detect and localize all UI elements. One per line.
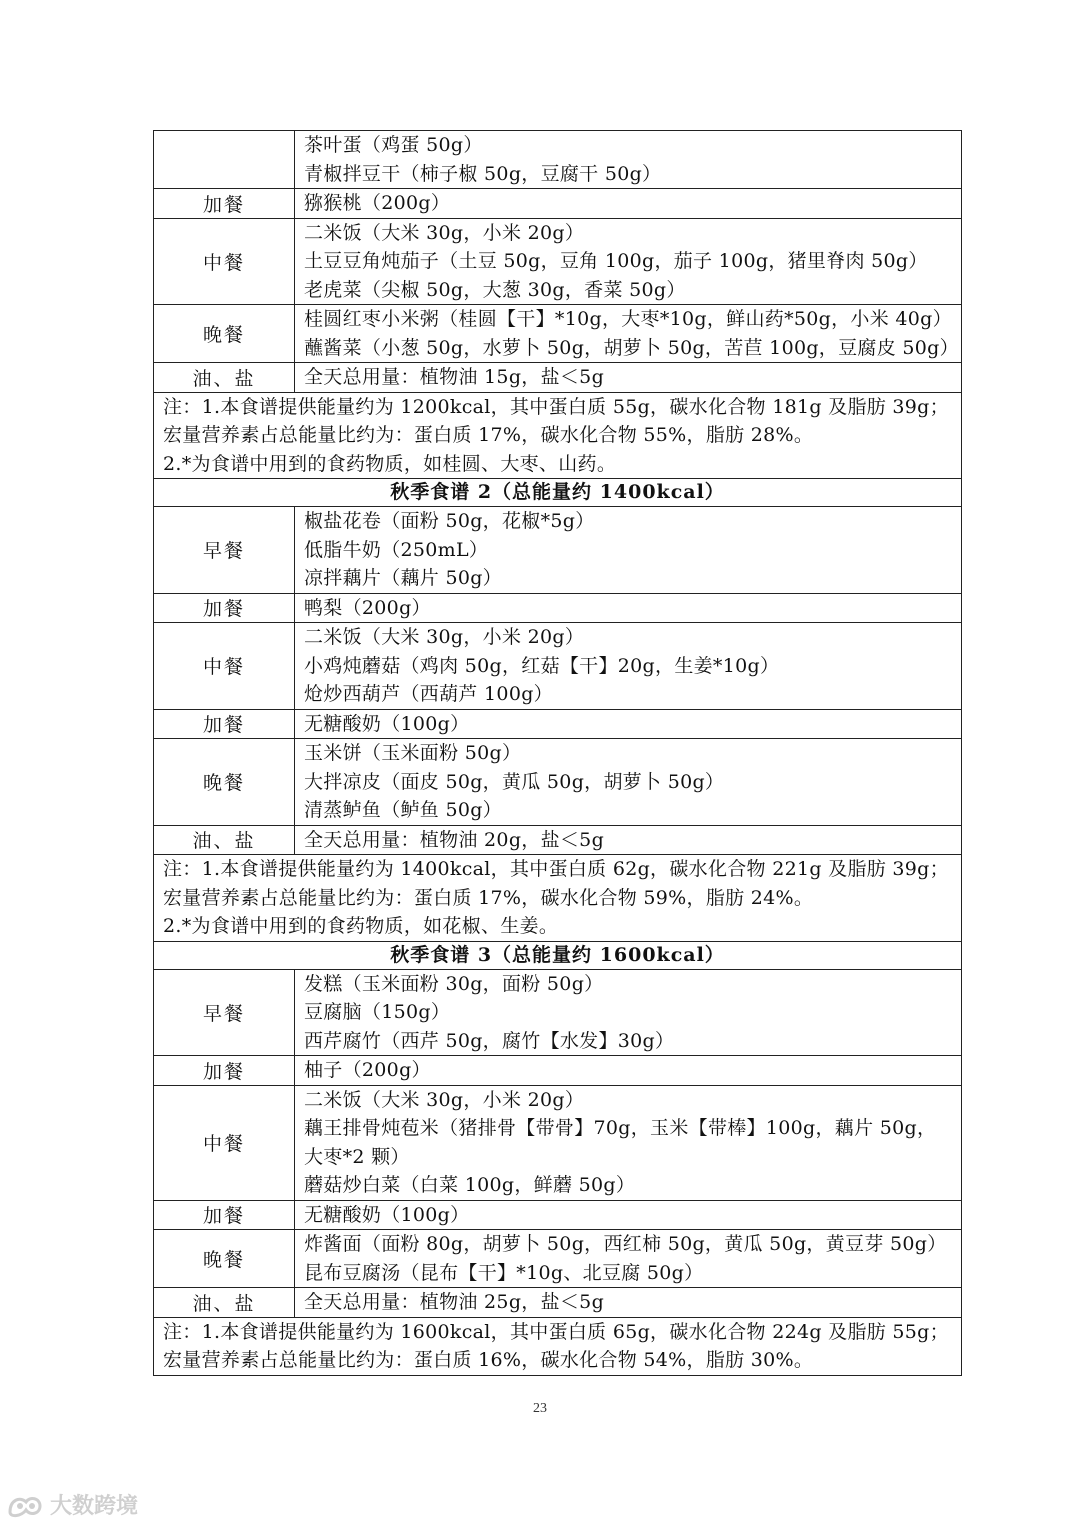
meal-label: 晚餐 — [154, 305, 295, 363]
meal-label: 油、盐 — [154, 825, 295, 855]
table-row — [154, 593, 962, 623]
note-line: 注：1.本食谱提供能量约为 1200kcal，其中蛋白质 55g，碳水化合物 181g 及脂肪 39g；宏量营养素占总能量比约为：蛋白质 17%，碳水化合物 55%，脂肪 28%。 — [163, 395, 949, 446]
dish-line: 二米饭（大米 30g，小米 20g） — [304, 1088, 585, 1111]
table-row — [154, 363, 962, 393]
meal-items — [295, 623, 962, 710]
meal-label: 晚餐 — [154, 739, 295, 826]
meal-label: 晚餐 — [154, 1230, 295, 1288]
table-row — [154, 1230, 962, 1288]
table-row — [154, 709, 962, 739]
dish-line: 椒盐花卷（面粉 50g，花椒*5g） — [304, 510, 595, 532]
watermark-text: 大数跨境 — [50, 1494, 139, 1519]
dish-line: 全天总用量：植物油 15g，盐＜5g — [304, 366, 605, 388]
meal-label: 加餐 — [154, 1056, 295, 1086]
meal-items — [295, 1288, 962, 1318]
meal-items — [295, 1085, 962, 1200]
meal-items — [295, 709, 962, 739]
dish-line: 青椒拌豆干（柿子椒 50g，豆腐干 50g） — [304, 162, 662, 185]
table-row — [154, 941, 962, 969]
dish-line: 无糖酸奶（100g） — [304, 712, 470, 735]
meal-label: 油、盐 — [154, 363, 295, 393]
dish-line: 蘑菇炒白菜（白菜 100g，鲜蘑 50g） — [304, 1174, 636, 1196]
dish-line: 豆腐脑（150g） — [304, 1001, 451, 1023]
meal-label: 油、盐 — [154, 1288, 295, 1318]
meal-items — [295, 593, 962, 623]
dish-line: 西芹腐竹（西芹 50g，腐竹【水发】30g） — [304, 1029, 675, 1052]
menu-table — [153, 130, 962, 1376]
meal-label: 早餐 — [154, 507, 295, 594]
watermark-logo-icon — [6, 1492, 46, 1518]
dish-line: 全天总用量：植物油 20g，盐＜5g — [304, 828, 605, 851]
table-row — [154, 1200, 962, 1230]
dish-line: 炸酱面（面粉 80g，胡萝卜 50g，西红柿 50g，黄瓜 50g，黄豆芽 50g） — [304, 1233, 947, 1255]
dish-line: 二米饭（大米 30g，小米 20g） — [304, 626, 585, 648]
dish-line: 土豆豆角炖茄子（土豆 50g，豆角 100g，茄子 100g，猪里脊肉 50g） — [304, 250, 928, 272]
dish-line: 藕王排骨炖苞米（猪排骨【带骨】70g，玉米【带棒】100g，藕片 50g，大枣*2 颗） — [304, 1117, 937, 1168]
dish-line: 发糕（玉米面粉 30g，面粉 50g） — [304, 972, 604, 995]
table-row — [154, 392, 962, 479]
meal-items — [295, 305, 962, 363]
table-row — [154, 1317, 962, 1375]
meal-items — [295, 1230, 962, 1288]
dish-line: 茶叶蛋（鸡蛋 50g） — [304, 134, 483, 156]
dish-line: 猕猴桃（200g） — [304, 192, 451, 214]
menu-note — [154, 1317, 962, 1375]
dish-line: 鸭梨（200g） — [304, 596, 431, 619]
dish-line: 昆布豆腐汤（昆布【干】*10g、北豆腐 50g） — [304, 1261, 704, 1284]
meal-items — [295, 825, 962, 855]
note-line: 注：1.本食谱提供能量约为 1600kcal，其中蛋白质 65g，碳水化合物 224g 及脂肪 55g；宏量营养素占总能量比约为：蛋白质 16%，碳水化合物 54%，脂肪 30%。 — [163, 1320, 949, 1371]
dish-line: 老虎菜（尖椒 50g，大葱 30g，香菜 50g） — [304, 278, 686, 301]
meal-label: 中餐 — [154, 1085, 295, 1200]
page-number: 23 — [533, 1401, 547, 1416]
dish-line: 炝炒西葫芦（西葫芦 100g） — [304, 683, 553, 705]
table-row — [154, 825, 962, 855]
menu-note — [154, 392, 962, 479]
note-line: 2.*为食谱中用到的食药物质，如桂圆、大枣、山药。 — [163, 452, 617, 475]
meal-label: 加餐 — [154, 1200, 295, 1230]
meal-items — [295, 969, 962, 1056]
meal-items — [295, 1056, 962, 1086]
table-row — [154, 131, 962, 189]
table-row — [154, 1056, 962, 1086]
dish-line: 无糖酸奶（100g） — [304, 1203, 470, 1226]
meal-items — [295, 218, 962, 305]
table-row — [154, 623, 962, 710]
meal-items — [295, 363, 962, 393]
dish-line: 玉米饼（玉米面粉 50g） — [304, 742, 522, 764]
meal-items — [295, 131, 962, 189]
dish-line: 小鸡炖蘑菇（鸡肉 50g，红菇【干】20g，生姜*10g） — [304, 654, 780, 677]
dish-line: 二米饭（大米 30g，小米 20g） — [304, 221, 585, 244]
meal-label: 早餐 — [154, 969, 295, 1056]
table-row — [154, 507, 962, 594]
meal-items — [295, 507, 962, 594]
dish-line: 蘸酱菜（小葱 50g，水萝卜 50g，胡萝卜 50g，苦苣 100g，豆腐皮 50g） — [304, 336, 959, 359]
dish-line: 大拌凉皮（面皮 50g，黄瓜 50g，胡萝卜 50g） — [304, 770, 725, 793]
meal-items — [295, 189, 962, 219]
table-row — [154, 1288, 962, 1318]
note-line: 2.*为食谱中用到的食药物质，如花椒、生姜。 — [163, 915, 559, 937]
table-row — [154, 855, 962, 942]
menu-note — [154, 855, 962, 942]
meal-label-breakfast — [154, 131, 295, 189]
table-row — [154, 218, 962, 305]
dish-line: 柚子（200g） — [304, 1059, 431, 1081]
table-row — [154, 479, 962, 507]
note-line: 注：1.本食谱提供能量约为 1400kcal，其中蛋白质 62g，碳水化合物 221g 及脂肪 39g；宏量营养素占总能量比约为：蛋白质 17%，碳水化合物 59%，脂肪 24%。 — [163, 858, 949, 909]
dish-line: 清蒸鲈鱼（鲈鱼 50g） — [304, 799, 502, 821]
table-row — [154, 969, 962, 1056]
meal-label: 中餐 — [154, 623, 295, 710]
meal-items — [295, 1200, 962, 1230]
menu-title: 秋季食谱 3（总能量约 1600kcal） — [154, 941, 962, 969]
watermark — [6, 1489, 138, 1520]
table-row — [154, 739, 962, 826]
meal-label: 加餐 — [154, 593, 295, 623]
meal-label: 加餐 — [154, 709, 295, 739]
menu-title: 秋季食谱 2（总能量约 1400kcal） — [154, 479, 962, 507]
meal-label: 中餐 — [154, 218, 295, 305]
table-row — [154, 305, 962, 363]
dish-line: 低脂牛奶（250mL） — [304, 538, 489, 561]
dish-line: 全天总用量：植物油 25g，盐＜5g — [304, 1291, 605, 1313]
meal-items — [295, 739, 962, 826]
meal-label: 加餐 — [154, 189, 295, 219]
table-row — [154, 189, 962, 219]
dish-line: 桂圆红枣小米粥（桂圆【干】*10g，大枣*10g，鲜山药*50g，小米 40g） — [304, 308, 952, 330]
table-row — [154, 1085, 962, 1200]
dish-line: 凉拌藕片（藕片 50g） — [304, 567, 502, 589]
